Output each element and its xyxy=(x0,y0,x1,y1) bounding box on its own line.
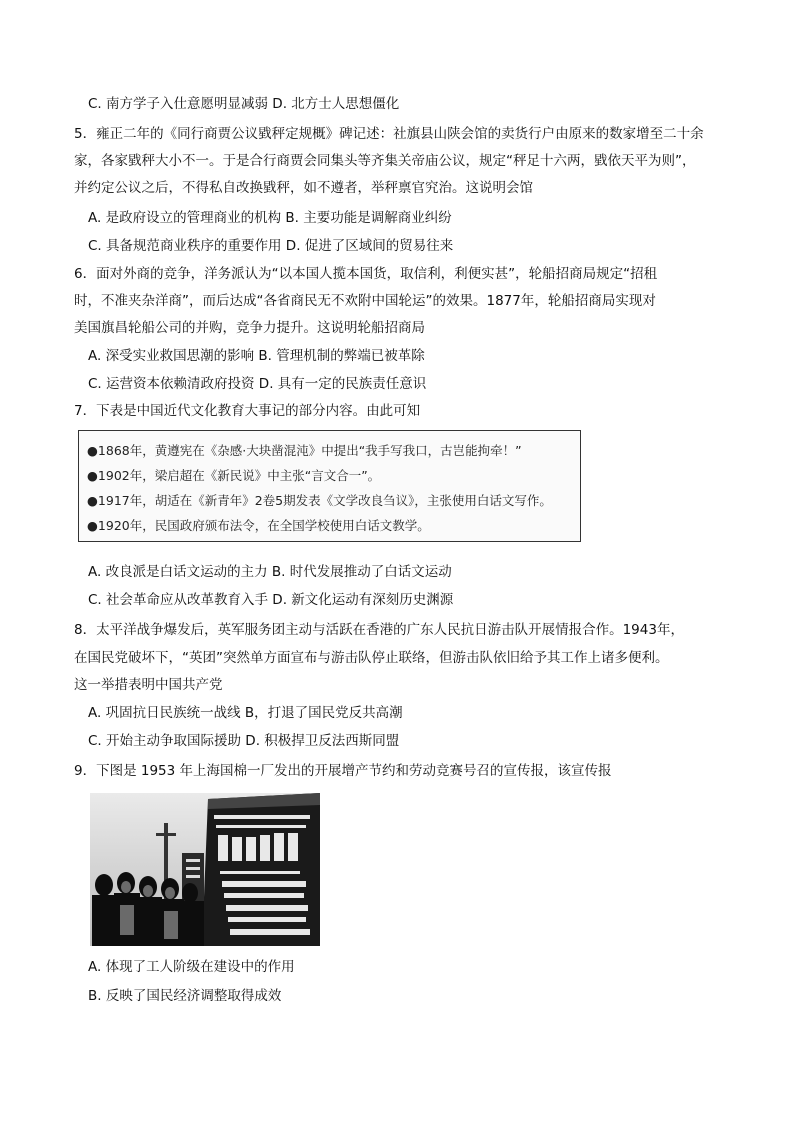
q9-option-b: B. 反映了国民经济调整取得成效 xyxy=(88,988,282,1004)
q7-table-row: ●1917年，胡适在《新青年》2卷5期发表《文学改良刍议》，主张使用白话文写作。 xyxy=(87,493,552,508)
q8-stem-line3: 这一举措表明中国共产党 xyxy=(74,677,223,693)
q7-options-cd: C. 社会革命应从改革教育入手 D. 新文化运动有深刻历史渊源 xyxy=(88,592,454,608)
q6-stem-line1: 6．面对外商的竞争，洋务派认为“以本国人揽本国货，取信利，利便实甚”，轮船招商局规定“招租 xyxy=(74,266,658,282)
q5-stem-line3: 并约定公议之后，不得私自改换戥秤，如不遵者，举秤禀官究治。这说明会馆 xyxy=(74,180,533,196)
propaganda-poster-photo xyxy=(90,793,320,946)
q7-table-row: ●1920年，民国政府颁布法令，在全国学校使用白话文教学。 xyxy=(87,518,430,533)
q8-stem-line1: 8．太平洋战争爆发后，英军服务团主动与活跃在香港的广东人民抗日游击队开展情报合作。1943年， xyxy=(74,622,684,638)
q5-options-cd: C. 具备规范商业秩序的重要作用 D. 促进了区域间的贸易往来 xyxy=(88,238,454,254)
q7-table-row: ●1902年，梁启超在《新民说》中主张“言文合一”。 xyxy=(87,468,381,483)
q5-options-ab: A. 是政府设立的管理商业的机构 B. 主要功能是调解商业纠纷 xyxy=(88,210,452,226)
q8-options-ab: A. 巩固抗日民族统一战线 B，打退了国民党反共高潮 xyxy=(88,705,403,721)
q7-stem: 7．下表是中国近代文化教育大事记的部分内容。由此可知 xyxy=(74,403,421,419)
q8-options-cd: C. 开始主动争取国际援助 D. 积极捍卫反法西斯同盟 xyxy=(88,733,400,749)
q6-options-ab: A. 深受实业救国思潮的影响 B. 管理机制的弊端已被革除 xyxy=(88,348,425,364)
q6-options-cd: C. 运营资本依赖清政府投资 D. 具有一定的民族责任意识 xyxy=(88,376,427,392)
q8-stem-line2: 在国民党破坏下，“英团”突然单方面宣布与游击队停止联络，但游击队依旧给予其工作上诸多便利。 xyxy=(74,650,669,666)
q5-stem-line1: 5．雍正二年的《同行商贾公议戥秤定规概》碑记述：社旗县山陕会馆的卖货行户由原来的数家增至二十余 xyxy=(74,126,704,142)
q9-stem: 9．下图是 1953 年上海国棉一厂发出的开展增产节约和劳动竞赛号召的宣传报，该宣传报 xyxy=(74,763,612,779)
q7-options-ab: A. 改良派是白话文运动的主力 B. 时代发展推动了白话文运动 xyxy=(88,564,452,580)
q9-option-a: A. 体现了工人阶级在建设中的作用 xyxy=(88,959,295,975)
q5-stem-line2: 家，各家戥秤大小不一。于是合行商贾会同集头等齐集关帝庙公议，规定“秤足十六两，戥依天平为则”， xyxy=(74,153,696,169)
q7-events-table xyxy=(78,430,581,542)
q6-stem-line3: 美国旗昌轮船公司的并购，竞争力提升。这说明轮船招商局 xyxy=(74,320,425,336)
q7-table-row: ●1868年，黄遵宪在《杂感·大块凿混沌》中提出“我手写我口，古岂能拘牵！” xyxy=(87,443,522,458)
q6-stem-line2: 时，不准夹杂洋商”，而后达成“各省商民无不欢附中国轮运”的效果。1877年，轮船招商局实现对 xyxy=(74,293,656,309)
q4-options-cd: C. 南方学子入仕意愿明显减弱 D. 北方士人思想僵化 xyxy=(88,96,400,112)
